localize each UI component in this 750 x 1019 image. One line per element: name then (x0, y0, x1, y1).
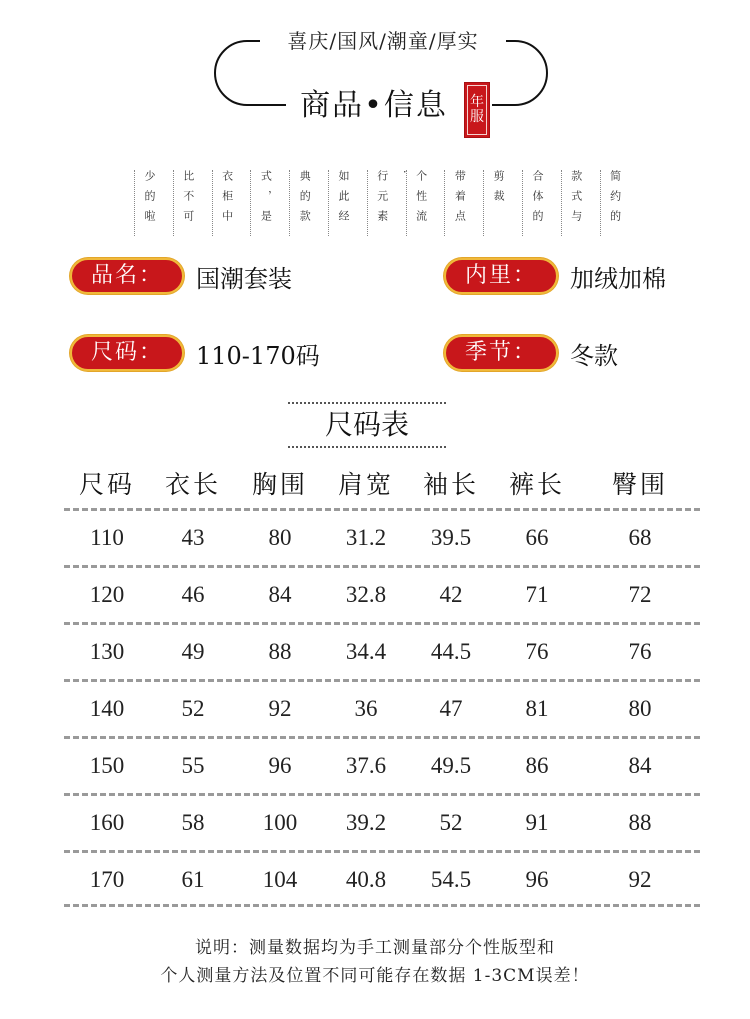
table-cell: 52 (181, 696, 205, 721)
description-column: 剪裁 (483, 170, 509, 236)
table-cell: 92 (628, 867, 652, 892)
table-cell: 84 (268, 582, 292, 607)
table-row (64, 850, 700, 907)
info-size-label: 尺码： (70, 335, 184, 371)
description-column: 少的啦 (134, 170, 160, 236)
table-cell: 36 (354, 696, 378, 721)
table-cell: 76 (628, 639, 652, 664)
table-cell: 91 (525, 810, 549, 835)
table-cell: 32.8 (345, 582, 387, 607)
info-season-label: 季节： (444, 335, 558, 371)
page-title: 商品•信息 (286, 86, 462, 126)
table-cell: 120 (89, 582, 125, 607)
info-lining-value: 加绒加棉 (570, 264, 666, 293)
table-cell: 37.6 (345, 753, 387, 778)
description-column: 衣柜中 (212, 170, 238, 236)
table-cell: 52 (439, 810, 463, 835)
table-row (64, 622, 700, 679)
table-cell: 76 (525, 639, 549, 664)
description-column: 简约的 (600, 170, 626, 236)
table-cell: 34.4 (345, 639, 387, 664)
description-column: 如此经 (328, 170, 354, 236)
table-cell: 84 (628, 753, 652, 778)
table-row (64, 793, 700, 850)
info-lining (444, 256, 666, 296)
table-header (64, 462, 700, 508)
table-cell: 100 (262, 810, 298, 835)
table-cell: 55 (181, 753, 205, 778)
header-cell: 肩宽 (337, 470, 394, 499)
table-cell: 71 (525, 582, 549, 607)
table-cell: 44.5 (430, 639, 472, 664)
header-cell: 臀围 (611, 470, 668, 499)
table-cell: 104 (262, 867, 298, 892)
description-column: 典的款 (289, 170, 315, 236)
description-column: 式，是 (250, 170, 276, 236)
info-lining-label: 内里： (444, 258, 558, 294)
table-cell: 80 (268, 525, 292, 550)
table-cell: 130 (89, 639, 125, 664)
info-season (444, 333, 618, 373)
header-cell: 尺码 (78, 470, 135, 499)
header-cell: 裤长 (508, 470, 565, 499)
table-cell: 96 (268, 753, 292, 778)
description-column: 款式与 (561, 170, 587, 236)
info-name-label: 品名： (70, 258, 184, 294)
table-cell: 88 (628, 810, 652, 835)
table-row (64, 565, 700, 622)
seal-char-2: 服 (470, 109, 484, 125)
table-row (64, 508, 700, 565)
info-season-value: 冬款 (570, 341, 618, 370)
table-cell: 140 (89, 696, 125, 721)
size-chart-title: 尺码表 (288, 402, 446, 448)
table-cell: 49 (181, 639, 205, 664)
table-cell: 43 (181, 525, 205, 550)
measurement-note (40, 934, 710, 990)
table-cell: 61 (181, 867, 205, 892)
table-cell: 92 (268, 696, 292, 721)
table-cell: 66 (525, 525, 549, 550)
description-column: 带着点 (444, 170, 470, 236)
table-cell: 47 (439, 696, 463, 721)
description-column: 行元素· (367, 170, 393, 236)
table-cell: 40.8 (345, 867, 387, 892)
header-cell: 衣长 (164, 470, 221, 499)
table-cell: 72 (628, 582, 652, 607)
seal-char-1: 年 (470, 94, 484, 110)
info-name-value: 国潮套装 (196, 264, 292, 293)
description-column: 比不可 (173, 170, 199, 236)
table-cell: 39.5 (430, 525, 472, 550)
note-line-2: 个人测量方法及位置不同可能存在数据 1-3CM误差！ (160, 966, 590, 986)
table-cell: 39.2 (345, 810, 387, 835)
table-cell: 68 (628, 525, 652, 550)
info-size-value: 110-170码 (196, 341, 320, 370)
description-columns (134, 170, 622, 236)
table-cell: 31.2 (345, 525, 387, 550)
info-name (70, 256, 292, 296)
table-row (64, 679, 700, 736)
table-cell: 46 (181, 582, 205, 607)
info-size (70, 333, 320, 373)
table-cell: 58 (181, 810, 205, 835)
description-column: 合体的 (522, 170, 548, 236)
table-cell: 54.5 (430, 867, 472, 892)
table-row (64, 736, 700, 793)
table-cell: 81 (525, 696, 549, 721)
table-cell: 160 (89, 810, 125, 835)
header-tagline: 喜庆/国风/潮童/厚实 (260, 26, 506, 56)
table-cell: 110 (90, 525, 124, 550)
note-line-1: 说明：测量数据均为手工测量部分个性版型和 (195, 938, 555, 958)
table-cell: 96 (525, 867, 549, 892)
description-column: 个性流 (406, 170, 432, 236)
table-cell: 49.5 (430, 753, 472, 778)
header-cell: 袖长 (422, 470, 479, 499)
table-cell: 170 (89, 867, 125, 892)
header-cell: 胸围 (251, 470, 308, 499)
table-cell: 42 (439, 582, 463, 607)
table-cell: 150 (89, 753, 125, 778)
size-table (64, 462, 700, 907)
table-cell: 88 (268, 639, 292, 664)
table-cell: 86 (525, 753, 549, 778)
seal-stamp (462, 80, 492, 140)
table-cell: 80 (628, 696, 652, 721)
